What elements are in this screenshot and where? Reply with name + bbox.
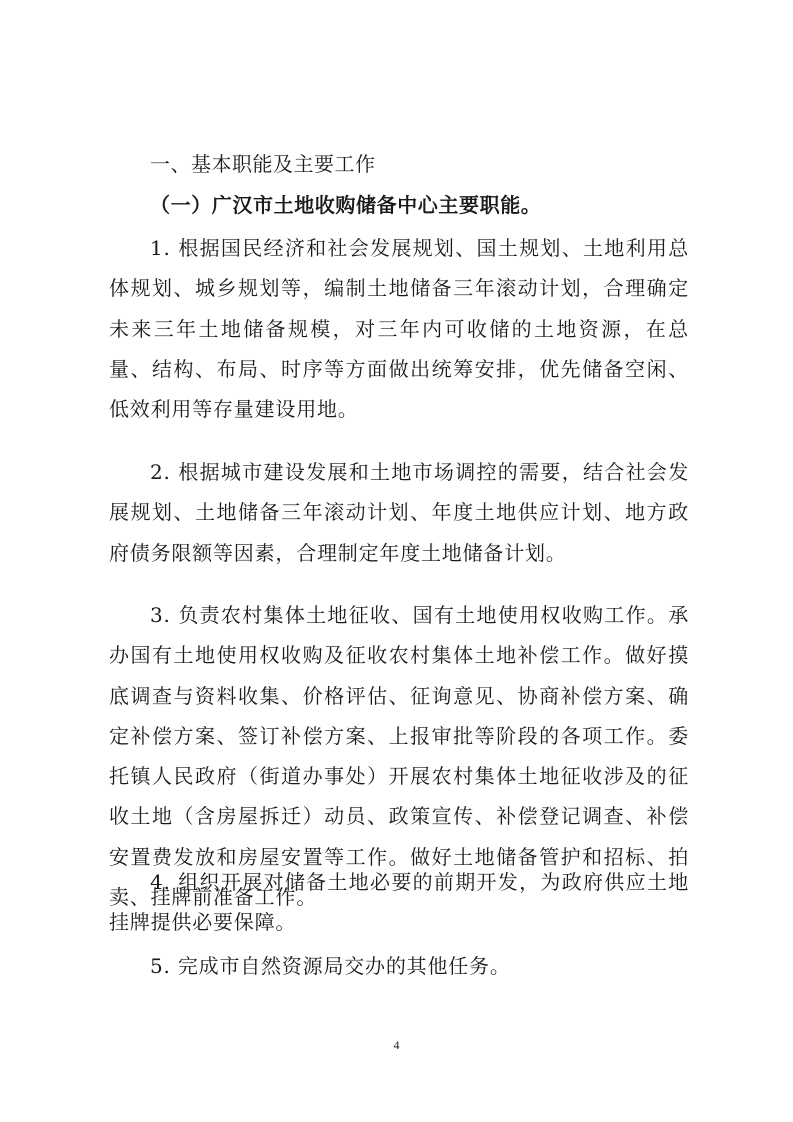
paragraph-2: 2. 根据城市建设发展和土地市场调控的需要，结合社会发展规划、土地储备三年滚动计划、年度土地供应计划、地方政府债务限额等因素，合理制定年度土地储备计划。 <box>109 460 689 565</box>
paragraph-1: 1. 根据国民经济和社会发展规划、国土规划、土地利用总体规划、城乡规划等，编制土地储备三年滚动计划，合理确定未来三年土地储备规模，对三年内可收储的土地资源，在总量、结构、布局、时序等方面做出统筹安排，优先储备空闲、低效利用等存量建设用地。 <box>109 236 689 422</box>
paragraph-5: 5. 完成市自然资源局交办的其他任务。 <box>150 954 511 978</box>
paragraph-4: 4. 组织开展对储备土地必要的前期开发，为政府供应土地挂牌提供必要保障。 <box>109 870 689 935</box>
section-heading: 一、基本职能及主要工作 <box>150 152 376 176</box>
page-number: 4 <box>393 1038 400 1052</box>
subsection-heading: （一）广汉市土地收购储备中心主要职能。 <box>150 193 542 217</box>
paragraph-3: 3. 负责农村集体土地征收、国有土地使用权收购工作。承办国有土地使用权收购及征收农村集体土地补偿工作。做好摸底调查与资料收集、价格评估、征询意见、协商补偿方案、确定补偿方案、签订补偿方案、上报审批等阶段的各项工作。委托镇人民政府（街道办事处）开展农村集体土地征收涉及的征收土地（含房屋拆迁）动员、政策宣传、补偿登记调查、补偿安置费发放和房屋安置等工作。做好土地储备管护和招标、拍卖、挂牌前准备工作。 <box>109 603 689 910</box>
